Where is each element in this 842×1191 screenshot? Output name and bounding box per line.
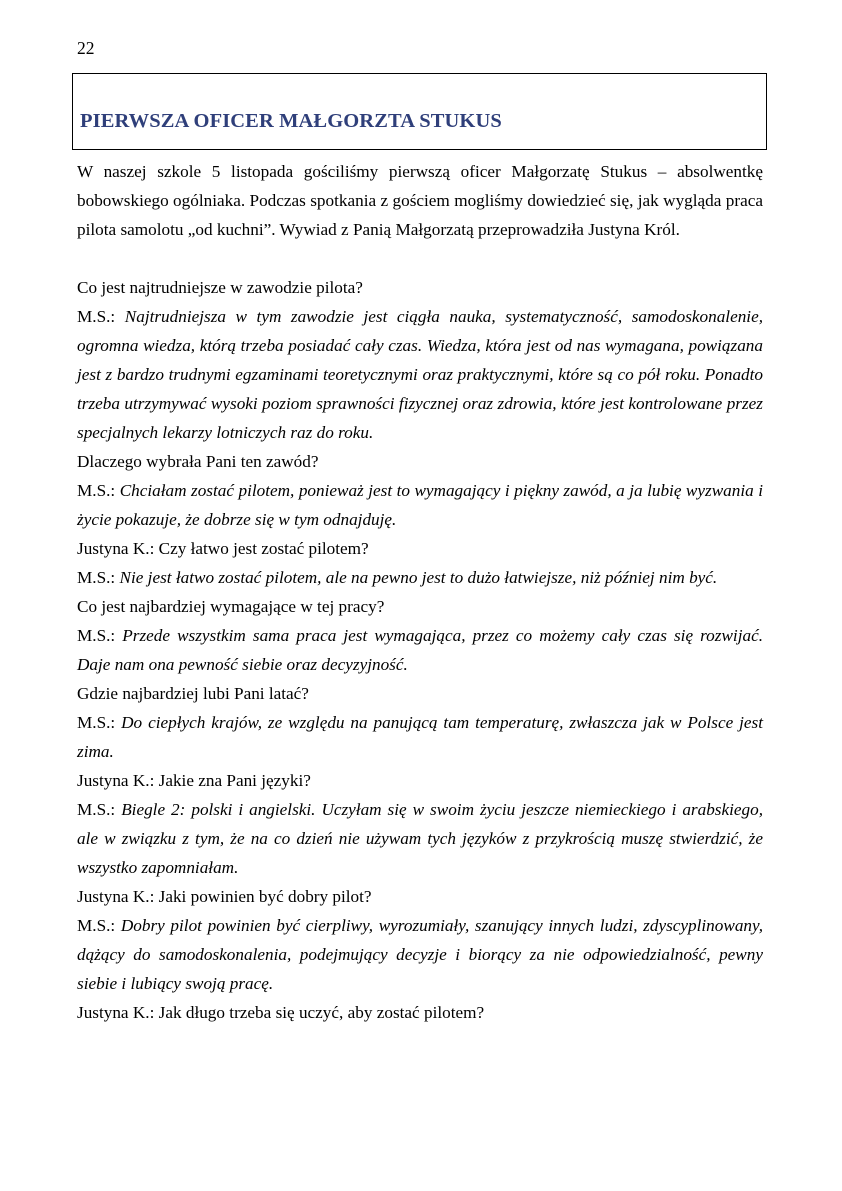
answer <box>77 302 763 447</box>
answer <box>77 795 763 882</box>
intro-paragraph: W naszej szkole 5 listopada gościliśmy pierwszą oficer Małgorzatę Stukus – absolwentkę bobowskiego ogólniaka. Podczas spotkania z gościem mogliśmy dowiedzieć się, jak wygląda praca pilota samolotu „od kuchni”. Wywiad z Panią Małgorzatą przeprowadziła Justyna Król. <box>77 162 763 239</box>
answer <box>77 621 763 679</box>
article-title: PIERWSZA OFICER MAŁGORZTA STUKUS <box>80 110 502 132</box>
answer-speaker: M.S.: <box>77 481 120 500</box>
answer <box>77 708 763 766</box>
answer-text: Najtrudniejsza w tym zawodzie jest ciągła nauka, systematyczność, samodoskonalenie, ogromna wiedza, którą trzeba posiadać cały czas. Wiedza, która jest od nas wymagana, powiązana jest z bardzo trudnymi egzaminami teoretycznymi oraz praktycznymi, które są co pół roku. Ponadto trzeba utrzymywać wysoki poziom sprawności fizycznej oraz zdrowia, które jest kontrolowane przez specjalnych lekarzy lotniczych raz do roku. <box>77 307 763 442</box>
answer-speaker: M.S.: <box>77 916 121 935</box>
question: Justyna K.: Jakie zna Pani języki? <box>77 771 311 790</box>
answer-text: Nie jest łatwo zostać pilotem, ale na pewno jest to dużo łatwiejsze, niż później nim być. <box>119 568 718 587</box>
question: Justyna K.: Jak długo trzeba się uczyć, aby zostać pilotem? <box>77 1003 485 1022</box>
answer <box>77 911 763 998</box>
question: Gdzie najbardziej lubi Pani latać? <box>77 684 309 703</box>
answer <box>77 563 763 592</box>
answer-speaker: M.S.: <box>77 307 125 326</box>
answer-speaker: M.S.: <box>77 568 120 587</box>
question: Justyna K.: Czy łatwo jest zostać pilotem? <box>77 539 369 558</box>
answer-text: Do ciepłych krajów, ze względu na panującą tam temperaturę, zwłaszcza jak w Polsce jest zima. <box>77 713 763 761</box>
page-number: 22 <box>77 38 95 58</box>
answer-text: Przede wszystkim sama praca jest wymagająca, przez co możemy cały czas się rozwijać. Daje nam ona pewność siebie oraz decyzyjność. <box>77 626 763 674</box>
answer-speaker: M.S.: <box>77 800 122 819</box>
answer-speaker: M.S.: <box>77 713 122 732</box>
answer-speaker: M.S.: <box>77 626 123 645</box>
article-body <box>77 157 763 1027</box>
answer-text: Chciałam zostać pilotem, ponieważ jest to wymagający i piękny zawód, a ja lubię wyzwania i życie pokazuje, że dobrze się w tym odnajduję. <box>77 481 763 529</box>
answer-text: Dobry pilot powinien być cierpliwy, wyrozumiały, szanujący innych ludzi, zdyscyplinowany, dążący do samodoskonalenia, podejmujący decyzje i biorący za nie odpowiedzialność, pewny siebie i lubiący swoją pracę. <box>77 916 763 993</box>
question: Co jest najtrudniejsze w zawodzie pilota? <box>77 278 363 297</box>
question: Justyna K.: Jaki powinien być dobry pilot? <box>77 887 372 906</box>
question: Co jest najbardziej wymagające w tej pracy? <box>77 597 385 616</box>
answer-text: Biegle 2: polski i angielski. Uczyłam się w swoim życiu jeszcze niemieckiego i arabskiego, ale w związku z tym, że na co dzień nie używam tych języków z przykrością muszę stwierdzić, że wszystko zapomniałam. <box>77 800 763 877</box>
title-box <box>72 73 767 150</box>
answer <box>77 476 763 534</box>
question: Dlaczego wybrała Pani ten zawód? <box>77 452 319 471</box>
